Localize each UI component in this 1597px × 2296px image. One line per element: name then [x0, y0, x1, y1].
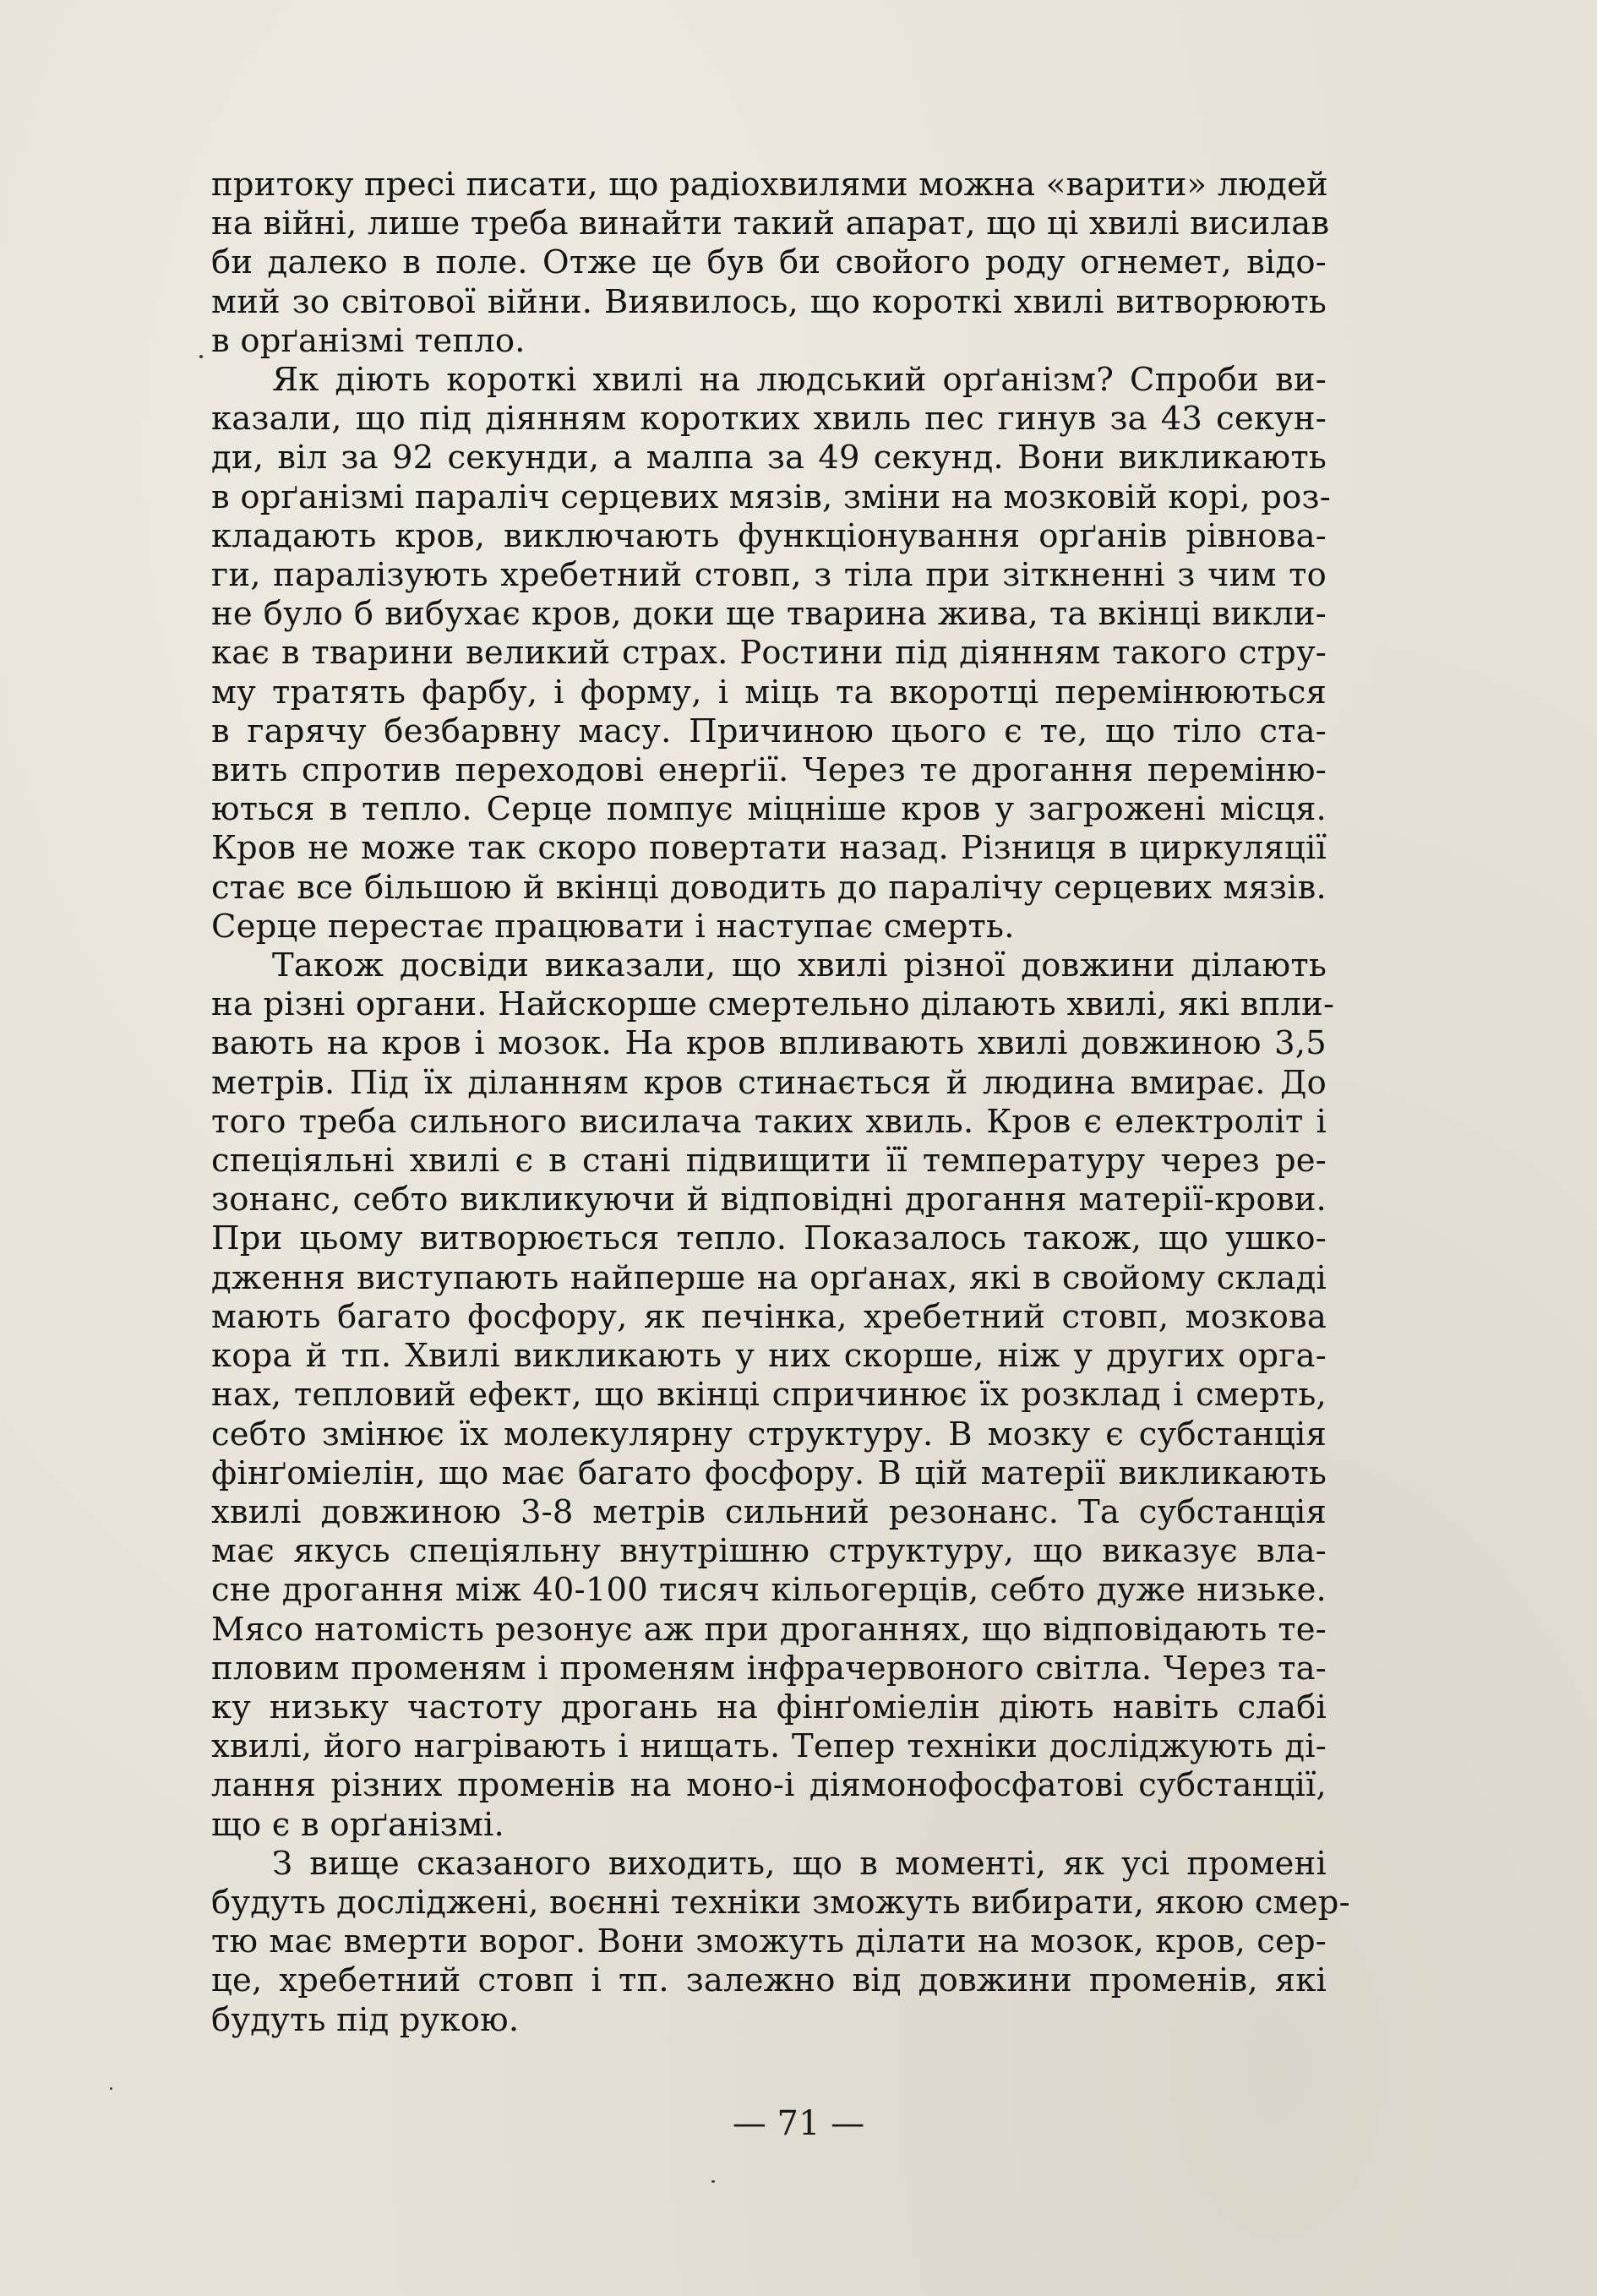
- page-number: — 71 —: [732, 2104, 865, 2143]
- text-line: кладають кров, виключають функціонування орґанів рівнова-: [211, 516, 1327, 555]
- text-line: Мясо натомість резонує аж при дроганнях, що відповідають те-: [211, 1610, 1327, 1649]
- text-line: Кров не може так скоро повертати назад. Різниця в циркуляції: [211, 829, 1327, 868]
- text-line: ги, паралізують хребетний стовп, з тіла при зіткненні з чим то: [211, 556, 1327, 595]
- text-line: в гарячу безбарвну масу. Причиною цього є те, що тіло ста-: [211, 712, 1327, 750]
- scan-speck: [711, 2180, 715, 2183]
- text-line: хвилі, його нагрівають і нищать. Тепер техніки досліджують ді-: [211, 1727, 1327, 1766]
- text-line: ди, віл за 92 секунди, а малпа за 49 секунд. Вони викликають: [211, 439, 1327, 477]
- text-line: вають на кров і мозок. На кров впливають хвилі довжиною 3,5: [211, 1024, 1327, 1063]
- text-line: кора й тп. Хвилі викликають у них скорше, ніж у других орга-: [211, 1337, 1327, 1376]
- paragraph-4: [211, 1844, 1350, 2040]
- scan-speck: [110, 2087, 112, 2090]
- text-line: стає все більшою й вкінці доводить до паралічу серцевих мязів.: [211, 868, 1327, 907]
- text-line: має якусь спеціяльну внутрішню структуру, що виказує вла-: [211, 1532, 1327, 1571]
- text-line: зонанс, себто викликуючи й відповідні дрогання матерії-крови.: [211, 1181, 1327, 1219]
- text-line: казали, що під діянням коротких хвиль пес гинув за 43 секун-: [211, 400, 1327, 439]
- text-line: мий зо світової війни. Виявилось, що короткі хвилі витворюють: [211, 282, 1327, 321]
- text-line: вить спротив переходові енерґії. Через те дрогання переміню-: [211, 751, 1327, 790]
- text-line: тю має вмерти ворог. Вони зможуть ділати на мозок, кров, сер-: [211, 1922, 1327, 1961]
- text-line: це, хребетний стовп і тп. залежно від довжини променів, які: [211, 1961, 1327, 2000]
- text-line: того треба сильного висилача таких хвиль. Кров є електроліт і: [211, 1102, 1327, 1141]
- text-line: сне дрогання між 40-100 тисяч кільогерців, себто дуже низьке.: [211, 1571, 1327, 1610]
- text-line: що є в орґанізмі.: [211, 1805, 504, 1844]
- text-line: Як діють короткі хвилі на людський орґанізм? Спроби ви-: [272, 361, 1327, 400]
- text-line: на війні, лише треба винайти такий апарат, що ці хвилі висилав: [211, 205, 1330, 243]
- text-line: притоку пресі писати, що радіохвилями можна «варити» людей: [211, 166, 1328, 204]
- text-line: в орґанізмі тепло.: [211, 321, 526, 360]
- text-line: будуть під рукою.: [211, 2000, 520, 2039]
- text-line: мають багато фосфору, як печінка, хребетний стовп, мозкова: [211, 1297, 1327, 1336]
- text-line: дження виступають найперше на орґанах, які в свойому складі: [211, 1258, 1327, 1297]
- text-line: фінґоміелін, що має багато фосфору. В цій матерії викликають: [211, 1453, 1327, 1492]
- text-line: нах, тепловий ефект, що вкінці спричинює їх розклад і смерть,: [211, 1376, 1327, 1415]
- text-line: ються в тепло. Серце помпує міцніше кров у загрожені місця.: [211, 790, 1327, 829]
- scan-speck: [199, 355, 203, 358]
- text-line: не було б вибухає кров, доки ще тварина жива, та вкінці викли-: [211, 595, 1327, 634]
- text-line: хвилі довжиною 3-8 метрів сильний резонанс. Та субстанція: [211, 1492, 1327, 1531]
- text-line: себто змінює їх молекулярну структуру. В мозку є субстанція: [211, 1415, 1327, 1453]
- paragraph-3: [211, 946, 1335, 1845]
- text-line: будуть досліджені, воєнні техніки зможуть вибирати, якою смер-: [211, 1883, 1350, 1922]
- text-line: Також досвіди виказали, що хвилі різної довжини ділають: [272, 946, 1327, 985]
- text-line: му тратять фарбу, і форму, і міць та вкоротці перемінюються: [211, 673, 1327, 712]
- text-line: ку низьку частоту дрогань на фінґоміелін діють навіть слабі: [211, 1688, 1327, 1726]
- text-line: пловим променям і променям інфрачервоного світла. Через та-: [211, 1649, 1327, 1688]
- text-line: би далеко в поле. Отже це був би свойого роду огнемет, відо-: [211, 243, 1327, 282]
- text-line: лання різних променів на моно-і діямонофосфатові субстанції,: [211, 1766, 1327, 1805]
- text-line: на різні органи. Найскорше смертельно ділають хвилі, які впли-: [211, 985, 1335, 1024]
- text-line: спеціяльні хвилі є в стані підвищити її температуру через ре-: [211, 1142, 1327, 1181]
- body-text: [211, 166, 1350, 2040]
- text-line: метрів. Під їх діланням кров стинається й людина вмирає. До: [211, 1063, 1327, 1102]
- paragraph-1: [211, 166, 1330, 361]
- text-line: кає в тварини великий страх. Ростини під діянням такого стру-: [211, 634, 1327, 673]
- paragraph-2: [211, 361, 1331, 946]
- text-line: З вище сказаного виходить, що в моменті, як усі промені: [272, 1844, 1327, 1883]
- text-line: Серце перестає працювати і наступає смерть.: [211, 907, 1015, 946]
- text-line: в орґанізмі параліч серцевих мязів, зміни на мозковій корі, роз-: [211, 477, 1331, 516]
- text-line: При цьому витворюється тепло. Показалось також, що ушко-: [211, 1219, 1327, 1258]
